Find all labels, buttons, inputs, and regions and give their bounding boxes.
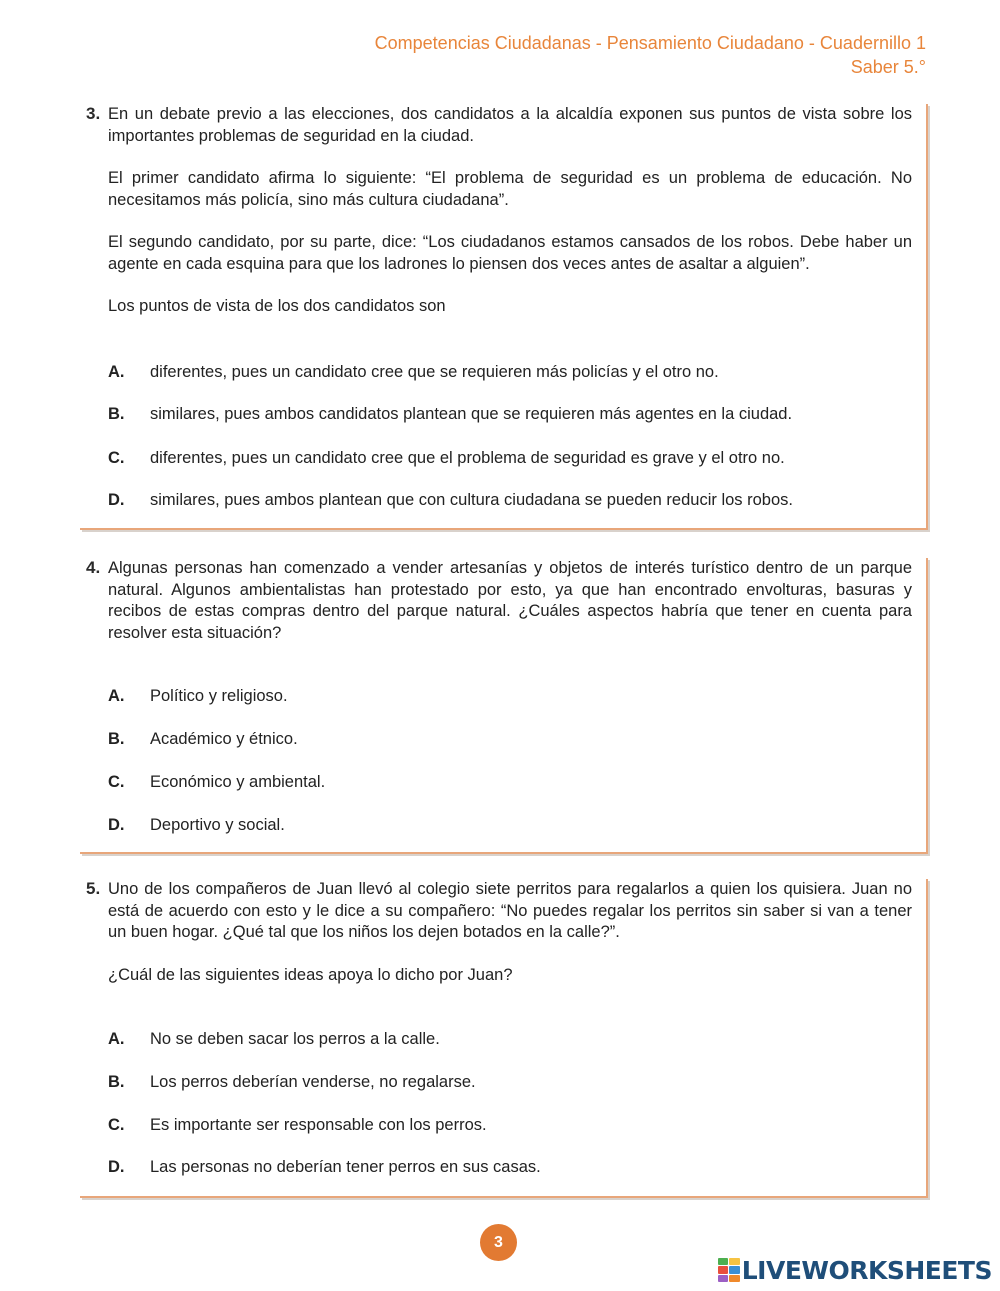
option-letter: A.	[108, 363, 125, 381]
option-a[interactable]	[108, 361, 719, 383]
option-letter: D.	[108, 816, 125, 834]
option-letter: B.	[108, 730, 125, 748]
option-letter: A.	[108, 687, 125, 705]
option-letter: C.	[108, 449, 125, 467]
question-3	[80, 104, 928, 530]
option-text: similares, pues ambos candidatos plantean que se requieren más agentes en la ciudad.	[150, 405, 793, 423]
page-number-badge: 3	[480, 1224, 517, 1261]
option-d[interactable]	[108, 814, 285, 836]
question-stem	[108, 879, 912, 1007]
option-text: Los perros deberían venderse, no regalarse.	[150, 1073, 476, 1091]
brand-name: LIVEWORKSHEETS	[741, 1255, 992, 1285]
option-letter: A.	[108, 1030, 125, 1048]
option-c[interactable]	[108, 1114, 487, 1136]
option-letter: D.	[108, 1158, 125, 1176]
question-paragraph: Uno de los compañeros de Juan llevó al colegio siete perritos para regalarlos a quien los quisiera. Juan no está de acuerdo con esto y le dice a su compañero: “No puedes regalar los perritos sin saber si van a tener un buen hogar. ¿Qué tal que los niños los dejen botados en la calle?”.	[108, 880, 912, 941]
option-a[interactable]	[108, 1028, 440, 1050]
option-text: Es importante ser responsable con los perros.	[150, 1116, 487, 1134]
option-letter: B.	[108, 1073, 125, 1091]
option-text: Deportivo y social.	[150, 816, 285, 834]
option-b[interactable]	[108, 1071, 476, 1093]
option-a[interactable]	[108, 685, 288, 707]
question-number: 4.	[86, 558, 101, 577]
page-header	[375, 31, 926, 79]
question-paragraph: ¿Cuál de las siguientes ideas apoya lo dicho por Juan?	[108, 965, 513, 984]
option-text: Económico y ambiental.	[150, 773, 326, 791]
header-title: Competencias Ciudadanas - Pensamiento Ciudadano - Cuadernillo 1	[374, 33, 926, 53]
option-text: Las personas no deberían tener perros en sus casas.	[150, 1158, 541, 1176]
option-c[interactable]	[108, 771, 325, 793]
question-paragraph: En un debate previo a las elecciones, dos candidatos a la alcaldía exponen sus puntos de vista sobre los importantes problemas de seguridad en la ciudad.	[108, 105, 912, 145]
liveworksheets-logo-icon	[718, 1258, 740, 1282]
option-text: diferentes, pues un candidato cree que el problema de seguridad es grave y el otro no.	[150, 449, 785, 467]
option-d[interactable]	[108, 1156, 541, 1178]
option-text: similares, pues ambos plantean que con cultura ciudadana se pueden reducir los robos.	[150, 491, 793, 509]
option-d[interactable]	[108, 489, 793, 511]
question-paragraph: El primer candidato afirma lo siguiente: “El problema de seguridad es un problema de educación. No necesitamos más policía, sino más cultura ciudadana”.	[108, 169, 912, 209]
option-text: diferentes, pues un candidato cree que se requieren más policías y el otro no.	[150, 363, 719, 381]
option-b[interactable]	[108, 403, 792, 425]
question-stem	[108, 558, 912, 665]
question-number: 5.	[86, 879, 101, 898]
option-letter: C.	[108, 1116, 125, 1134]
question-stem	[108, 104, 912, 339]
option-text: Político y religioso.	[150, 687, 288, 705]
option-letter: B.	[108, 405, 125, 423]
option-letter: D.	[108, 491, 125, 509]
liveworksheets-brand	[718, 1255, 992, 1285]
question-paragraph: Los puntos de vista de los dos candidatos son	[108, 297, 446, 315]
question-5	[80, 879, 928, 1198]
option-text: No se deben sacar los perros a la calle.	[150, 1030, 440, 1048]
question-4	[80, 558, 928, 854]
option-b[interactable]	[108, 728, 298, 750]
option-letter: C.	[108, 773, 125, 791]
option-text: Académico y étnico.	[150, 730, 298, 748]
question-number: 3.	[86, 104, 101, 123]
option-c[interactable]	[108, 447, 785, 469]
question-paragraph: Algunas personas han comenzado a vender artesanías y objetos de interés turístico dentro de un parque natural. Algunos ambientalistas han protestado por esto, ya que han encontrado envolturas, basuras y recibos de estas compras dentro del parque natural. ¿Cuáles aspectos habría que tener en cuenta para resolver esta situación?	[108, 559, 912, 642]
header-grade: Saber 5.°	[850, 57, 926, 77]
question-paragraph: El segundo candidato, por su parte, dice: “Los ciudadanos estamos cansados de los robos. Debe haber un agente en cada esquina para que los ladrones lo piensen dos veces antes de asaltar a alguien”.	[108, 233, 912, 273]
